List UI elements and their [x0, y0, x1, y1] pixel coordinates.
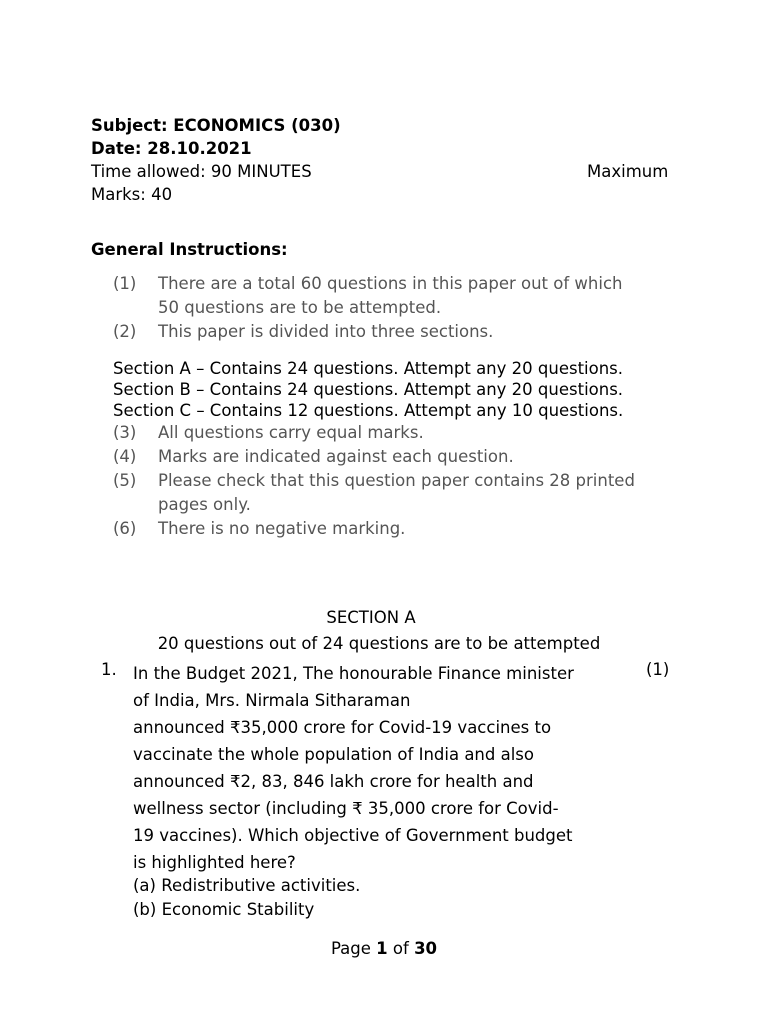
question-text-line: announced ₹35,000 crore for Covid-19 vaccines to	[133, 718, 552, 737]
time-allowed: Time allowed: 90 MINUTES	[91, 162, 312, 181]
answer-option: (b) Economic Stability	[133, 900, 315, 919]
section-info-line: Section A – Contains 24 questions. Attempt any 20 questions.	[113, 359, 624, 378]
section-info-line: Section C – Contains 12 questions. Attempt any 10 questions.	[113, 401, 624, 420]
section-a-subtitle: 20 questions out of 24 questions are to be attempted	[157, 634, 601, 653]
instruction-number: (1)	[113, 274, 137, 293]
current-page-number: 1	[376, 939, 388, 958]
question-text-line: announced ₹2, 83, 846 lakh crore for health and	[133, 772, 534, 791]
max-marks-label: Maximum	[587, 162, 669, 181]
instruction-number: (5)	[113, 471, 137, 490]
answer-option: (a) Redistributive activities.	[133, 876, 361, 895]
instruction-text: 50 questions are to be attempted.	[158, 298, 442, 317]
question-text-line: of India, Mrs. Nirmala Sitharaman	[133, 691, 411, 710]
question-text-line: wellness sector (including ₹ 35,000 crore for Covid-	[133, 799, 559, 818]
instruction-text: There are a total 60 questions in this paper out of which	[158, 274, 623, 293]
question-text-line: is highlighted here?	[133, 853, 296, 872]
section-info-line: Section B – Contains 24 questions. Attempt any 20 questions.	[113, 380, 624, 399]
date-line: Date: 28.10.2021	[91, 139, 252, 158]
question-text-line: 19 vaccines). Which objective of Government budget	[133, 826, 573, 845]
instruction-text: There is no negative marking.	[158, 519, 406, 538]
footer-prefix: Page	[330, 939, 377, 958]
instructions-title: General Instructions:	[91, 240, 288, 259]
section-a-title: SECTION A	[326, 608, 416, 627]
instruction-text: Marks are indicated against each question.	[158, 447, 514, 466]
question-number: 1.	[101, 660, 117, 679]
instruction-text: This paper is divided into three sections.	[158, 322, 494, 341]
question-text-line: vaccinate the whole population of India and also	[133, 745, 534, 764]
instruction-number: (6)	[113, 519, 137, 538]
footer-middle: of	[387, 939, 415, 958]
instruction-text: All questions carry equal marks.	[158, 423, 424, 442]
page-footer	[0, 939, 768, 958]
question-marks: (1)	[646, 660, 670, 679]
instruction-number: (4)	[113, 447, 137, 466]
instruction-text: pages only.	[158, 495, 251, 514]
instruction-number: (3)	[113, 423, 137, 442]
question-text-line: In the Budget 2021, The honourable Finance minister	[133, 664, 574, 683]
instruction-number: (2)	[113, 322, 137, 341]
instruction-text: Please check that this question paper contains 28 printed	[158, 471, 635, 490]
total-pages-number: 30	[414, 939, 438, 958]
subject-line: Subject: ECONOMICS (030)	[91, 116, 341, 135]
max-marks-value: Marks: 40	[91, 185, 173, 204]
